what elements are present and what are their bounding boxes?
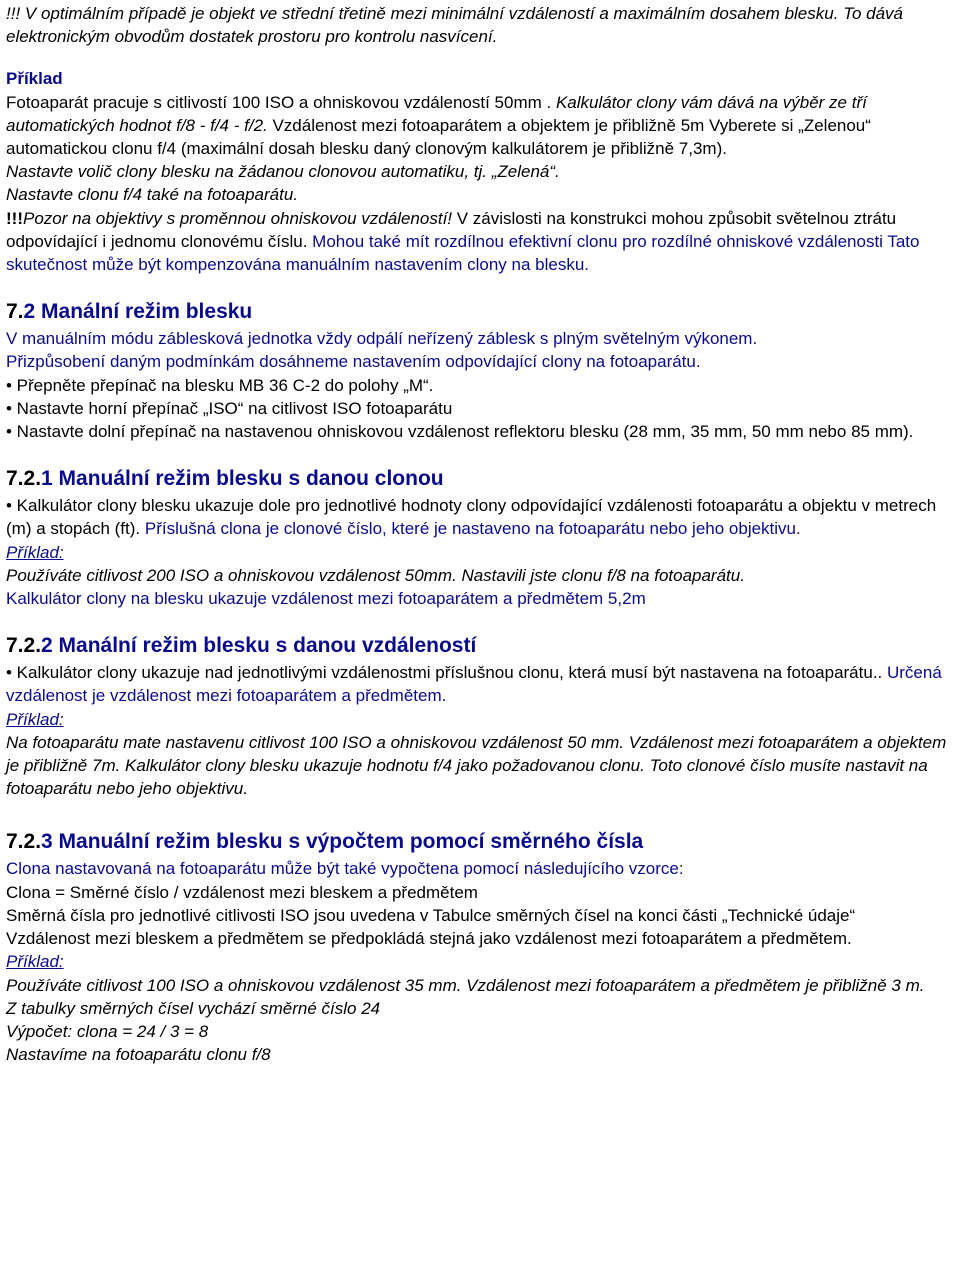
formula: Clona = Směrné číslo / vzdálenost mezi bleskem a předmětem xyxy=(6,882,478,902)
distance-note: Vzdálenost mezi bleskem a předmětem se předpokládá stejná jako vzdálenost mezi fotoaparátem a předmětem. xyxy=(6,929,852,949)
section-heading-7-2: 7.2 Manální režim blesku xyxy=(6,300,253,324)
bullet-item: • Nastavte horní přepínač „ISO“ na citlivost ISO fotoaparátu xyxy=(6,398,453,418)
example-paragraph xyxy=(6,91,958,161)
bullet-item: • Kalkulátor clony blesku ukazuje dole pro jednotlivé hodnoty clony odpovídající vzdálenosti fotoaparátu a objektu v metrech (m) a stopách (ft). Příslušná clona je clonové číslo, které je nastaveno na fotoaparátu nebo jeho objektivu. xyxy=(6,496,937,539)
section-7-2-intro: V manuálním módu záblesková jednotka vždy odpálí neřízený záblesk s plným světelným výkonem. xyxy=(6,329,758,349)
example-text: Výpočet: clona = 24 / 3 = 8 xyxy=(6,1021,209,1041)
section-heading-7-2-3: 7.2.3 Manuální režim blesku s výpočtem pomocí směrného čísla xyxy=(6,830,644,854)
example-label: Příklad: xyxy=(6,952,64,972)
section-heading-7-2-2: 7.2.2 Manální režim blesku s danou vzdáleností xyxy=(6,634,477,658)
example-text: Z tabulky směrných čísel vychází směrné číslo 24 xyxy=(6,998,381,1018)
example-text: Používáte citlivost 200 ISO a ohniskovou vzdálenost 50mm. Nastavili jste clonu f/8 na fotoaparátu. xyxy=(6,565,745,585)
warning-paragraph xyxy=(6,207,958,277)
example-step-1: Nastavte volič clony blesku na žádanou clonovou automatiku, tj. „Zelená“. xyxy=(6,162,560,182)
bullet-item: • Přepněte přepínač na blesku MB 36 C-2 do polohy „M“. xyxy=(6,375,434,395)
warning-title: Pozor na objektivy s proměnnou ohniskovou vzdáleností! xyxy=(22,208,453,228)
section-heading-7-2-1: 7.2.1 Manuální režim blesku s danou clonou xyxy=(6,467,444,491)
example-heading: Příklad xyxy=(6,69,63,89)
example-text: Používáte citlivost 100 ISO a ohniskovou vzdálenost 35 mm. Vzdálenost mezi fotoaparátem a předmětem je přibližně 3 m. xyxy=(6,975,925,995)
example-text-c: Vzdálenost mezi fotoaparátem a objektem je přibližně 5m Vyberete si „Zelenou“ automatickou clonu f/4 (maximální dosah blesku daný clonovým kalkulátorem je přibližně 7,3m). xyxy=(6,115,871,159)
formula-intro: Clona nastavovaná na fotoaparátu může být také vypočtena pomocí následujícího vzorce: xyxy=(6,859,684,879)
section-7-2-intro-2: Přizpůsobení daným podmínkám dosáhneme nastavením odpovídající clony na fotoaparátu. xyxy=(6,352,701,372)
warning-text-blue: Mohou také mít rozdílnou efektivní clonu pro rozdílné ohniskové vzdálenosti Tato skutečnost může být kompenzována manuálním nastavením clony na blesku. xyxy=(6,231,920,275)
warning-prefix: !!! xyxy=(6,208,23,228)
document-page xyxy=(6,2,958,1066)
example-label: Příklad: xyxy=(6,542,64,562)
example-text-b: Kalkulátor clony vám dává na výběr ze tří automatických hodnot f/8 - f/4 - f/2. xyxy=(6,92,867,135)
example-label: Příklad: xyxy=(6,709,64,729)
example-text-a: Fotoaparát pracuje s citlivostí 100 ISO a ohniskovou vzdáleností 50mm . xyxy=(6,92,552,112)
warning-text: V závislosti na konstrukci mohou způsobit světelnou ztrátu odpovídající i jednomu clonovému číslu. xyxy=(6,208,897,251)
bullet-item: • Kalkulátor clony ukazuje nad jednotlivými vzdálenostmi příslušnou clonu, která musí být nastavena na fotoaparátu.. Určená vzdálenost je vzdálenost mezi fotoaparátem a předmětem. xyxy=(6,663,942,706)
bullet-item: • Nastavte dolní přepínač na nastavenou ohniskovou vzdálenost reflektoru blesku (28 mm, 35 mm, 50 mm nebo 85 mm). xyxy=(6,422,914,442)
example-text-2: Kalkulátor clony na blesku ukazuje vzdálenost mezi fotoaparátem a předmětem 5,2m xyxy=(6,589,646,609)
example-text: Nastavíme na fotoaparátu clonu f/8 xyxy=(6,1045,271,1065)
guide-number-note: Směrná čísla pro jednotlivé citlivosti ISO jsou uvedena v Tabulce směrných čísel na konci části „Technické údaje“ xyxy=(6,905,856,925)
intro-paragraph: !!! V optimálním případě je objekt ve střední třetině mezi minimální vzdáleností a maximálním dosahem blesku. To dává elektronickým obvodům dostatek prostoru pro kontrolu nasvícení. xyxy=(6,4,904,47)
example-text: Na fotoaparátu mate nastavenu citlivost 100 ISO a ohniskovou vzdálenost 50 mm. Vzdálenost mezi fotoaparátem a objektem je přibližně 7m. Kalkulátor clony blesku ukazuje hodnotu f/4 jako požadovanou clonu. Toto clonové číslo musíte nastavit na fotoaparátu nebo jeho objektivu. xyxy=(6,732,947,799)
example-step-2: Nastavte clonu f/4 také na fotoaparátu. xyxy=(6,185,299,205)
